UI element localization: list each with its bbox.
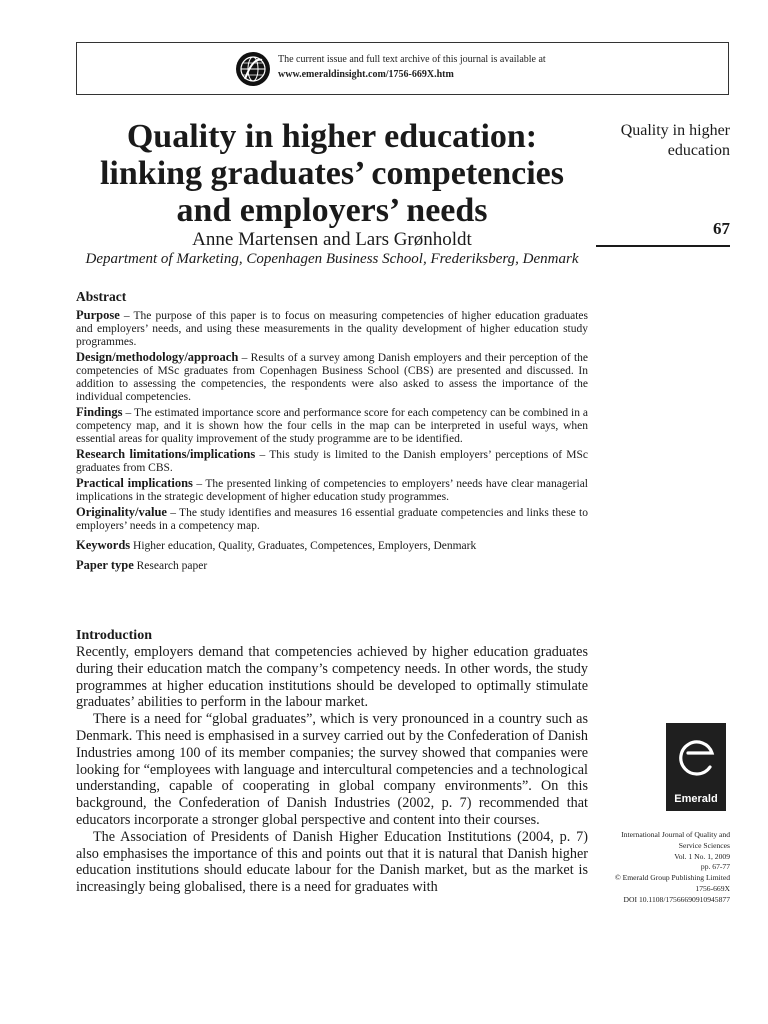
keywords (76, 539, 588, 553)
section-label: Practical implications (76, 476, 193, 490)
section-text: – The study identifies and measures 16 essential graduate competencies and links these to employers’ needs in a competency map. (76, 507, 588, 532)
abstract-section (76, 309, 588, 349)
abstract-section (76, 351, 588, 404)
section-text: – Results of a survey among Danish employers and their perception of the competencies of MSc graduates from Copenhagen Business School (CBS) are presented and discussed. In addition to assessing the competencies, the respondents were also asked to assess the importance of the individual competencies. (76, 352, 588, 403)
body-paragraph: Recently, employers demand that competencies achieved by higher education graduates during their education match the company’s competency needs. In other words, the study programmes at higher education institutions should be developed to optimally stimulate graduates’ abilities to perform in the labour market. (76, 644, 588, 711)
keywords-text: Higher education, Quality, Graduates, Competences, Employers, Denmark (130, 540, 477, 552)
abstract-section (76, 406, 588, 446)
body-paragraph: There is a need for “global graduates”, which is very pronounced in a country such as Denmark. This need is emphasised in a survey carried out by the Confederation of Danish Industries among 100 of its member companies; the survey showed that companies were looking for “employees with language and intercultural competencies and a technological understanding, capable of cooperating in global company environments”. On this background, the Confederation of Danish Industries (2002, p. 7) recommended that educators incorporate a stronger global perspective and content into their courses. (76, 711, 588, 828)
paper-type (76, 559, 588, 573)
abstract-section (76, 506, 588, 533)
logo-wordmark: Emerald (674, 793, 718, 805)
section-label: Findings (76, 405, 123, 419)
globe-icon (235, 51, 271, 87)
emerald-logo (666, 723, 726, 811)
running-head (621, 121, 730, 161)
journal-info (560, 830, 730, 906)
title-line: Quality in higher education: (126, 118, 538, 155)
margin-rule-divider (596, 245, 730, 247)
journal-info-line: Vol. 1 No. 1, 2009 (674, 851, 730, 861)
section-label: Research limitations/implications (76, 447, 256, 461)
title-line: linking graduates’ competencies (99, 155, 564, 192)
keywords-label: Keywords (76, 538, 131, 552)
journal-availability-banner (76, 42, 729, 95)
paper-title (76, 118, 588, 229)
running-head-line: education (667, 142, 730, 159)
page-number: 67 (713, 219, 730, 238)
journal-info-line: DOI 10.1108/17566690910945877 (623, 894, 730, 904)
introduction (76, 627, 588, 896)
journal-info-line: 1756-669X (695, 883, 730, 893)
journal-info-line: pp. 67-77 (700, 862, 730, 872)
journal-url-link[interactable]: www.emeraldinsight.com/1756-669X.htm (278, 69, 454, 80)
abstract-section (76, 477, 588, 504)
affiliation: Department of Marketing, Copenhagen Business School, Frederiksberg, Denmark (85, 251, 579, 267)
section-text: – The purpose of this paper is to focus on measuring competencies of higher education graduates and employers’ needs, and using these measurements in the quality development of higher education study programmes. (76, 310, 588, 348)
paper-type-text: Research paper (133, 560, 208, 572)
journal-info-line: International Journal of Quality and (621, 830, 730, 839)
body-paragraph: The Association of Presidents of Danish Higher Education Institutions (2004, p. 7) also emphasises the importance of this and points out that it is natural that Danish higher education institutions should educate labour for the Danish market, but as the market is increasingly being globalised, there is a need for graduates with (76, 828, 588, 896)
section-text: – This study is limited to the Danish employers’ perceptions of MSc graduates from CBS. (76, 449, 588, 474)
banner-notice: The current issue and full text archive of this journal is available at (278, 54, 546, 65)
journal-info-line: Service Sciences (678, 840, 730, 850)
section-label: Originality/value (76, 505, 167, 519)
journal-info-line: © Emerald Group Publishing Limited (614, 873, 730, 883)
title-line: and employers’ needs (176, 192, 488, 229)
paper-type-label: Paper type (76, 558, 134, 572)
abstract-heading: Abstract (76, 289, 127, 304)
emerald-swirl-icon (666, 723, 726, 793)
section-text: – The estimated importance score and performance score for each competency can be combined in a competency map, and it is shown how the four cells in the map can be interpreted in useful ways, when essential areas for quality improvement of the study programme are to be identified. (76, 407, 588, 445)
running-head-line: Quality in higher (620, 122, 730, 139)
abstract-section (76, 448, 588, 475)
introduction-heading: Introduction (76, 628, 152, 643)
abstract (76, 289, 588, 575)
section-label: Purpose (76, 308, 120, 322)
authors: Anne Martensen and Lars Grønholdt (192, 229, 472, 250)
section-text: – The presented linking of competencies to employers’ needs have clear managerial implications in the strategic development of higher education study programmes. (76, 478, 588, 503)
section-label: Design/methodology/approach (76, 350, 239, 364)
